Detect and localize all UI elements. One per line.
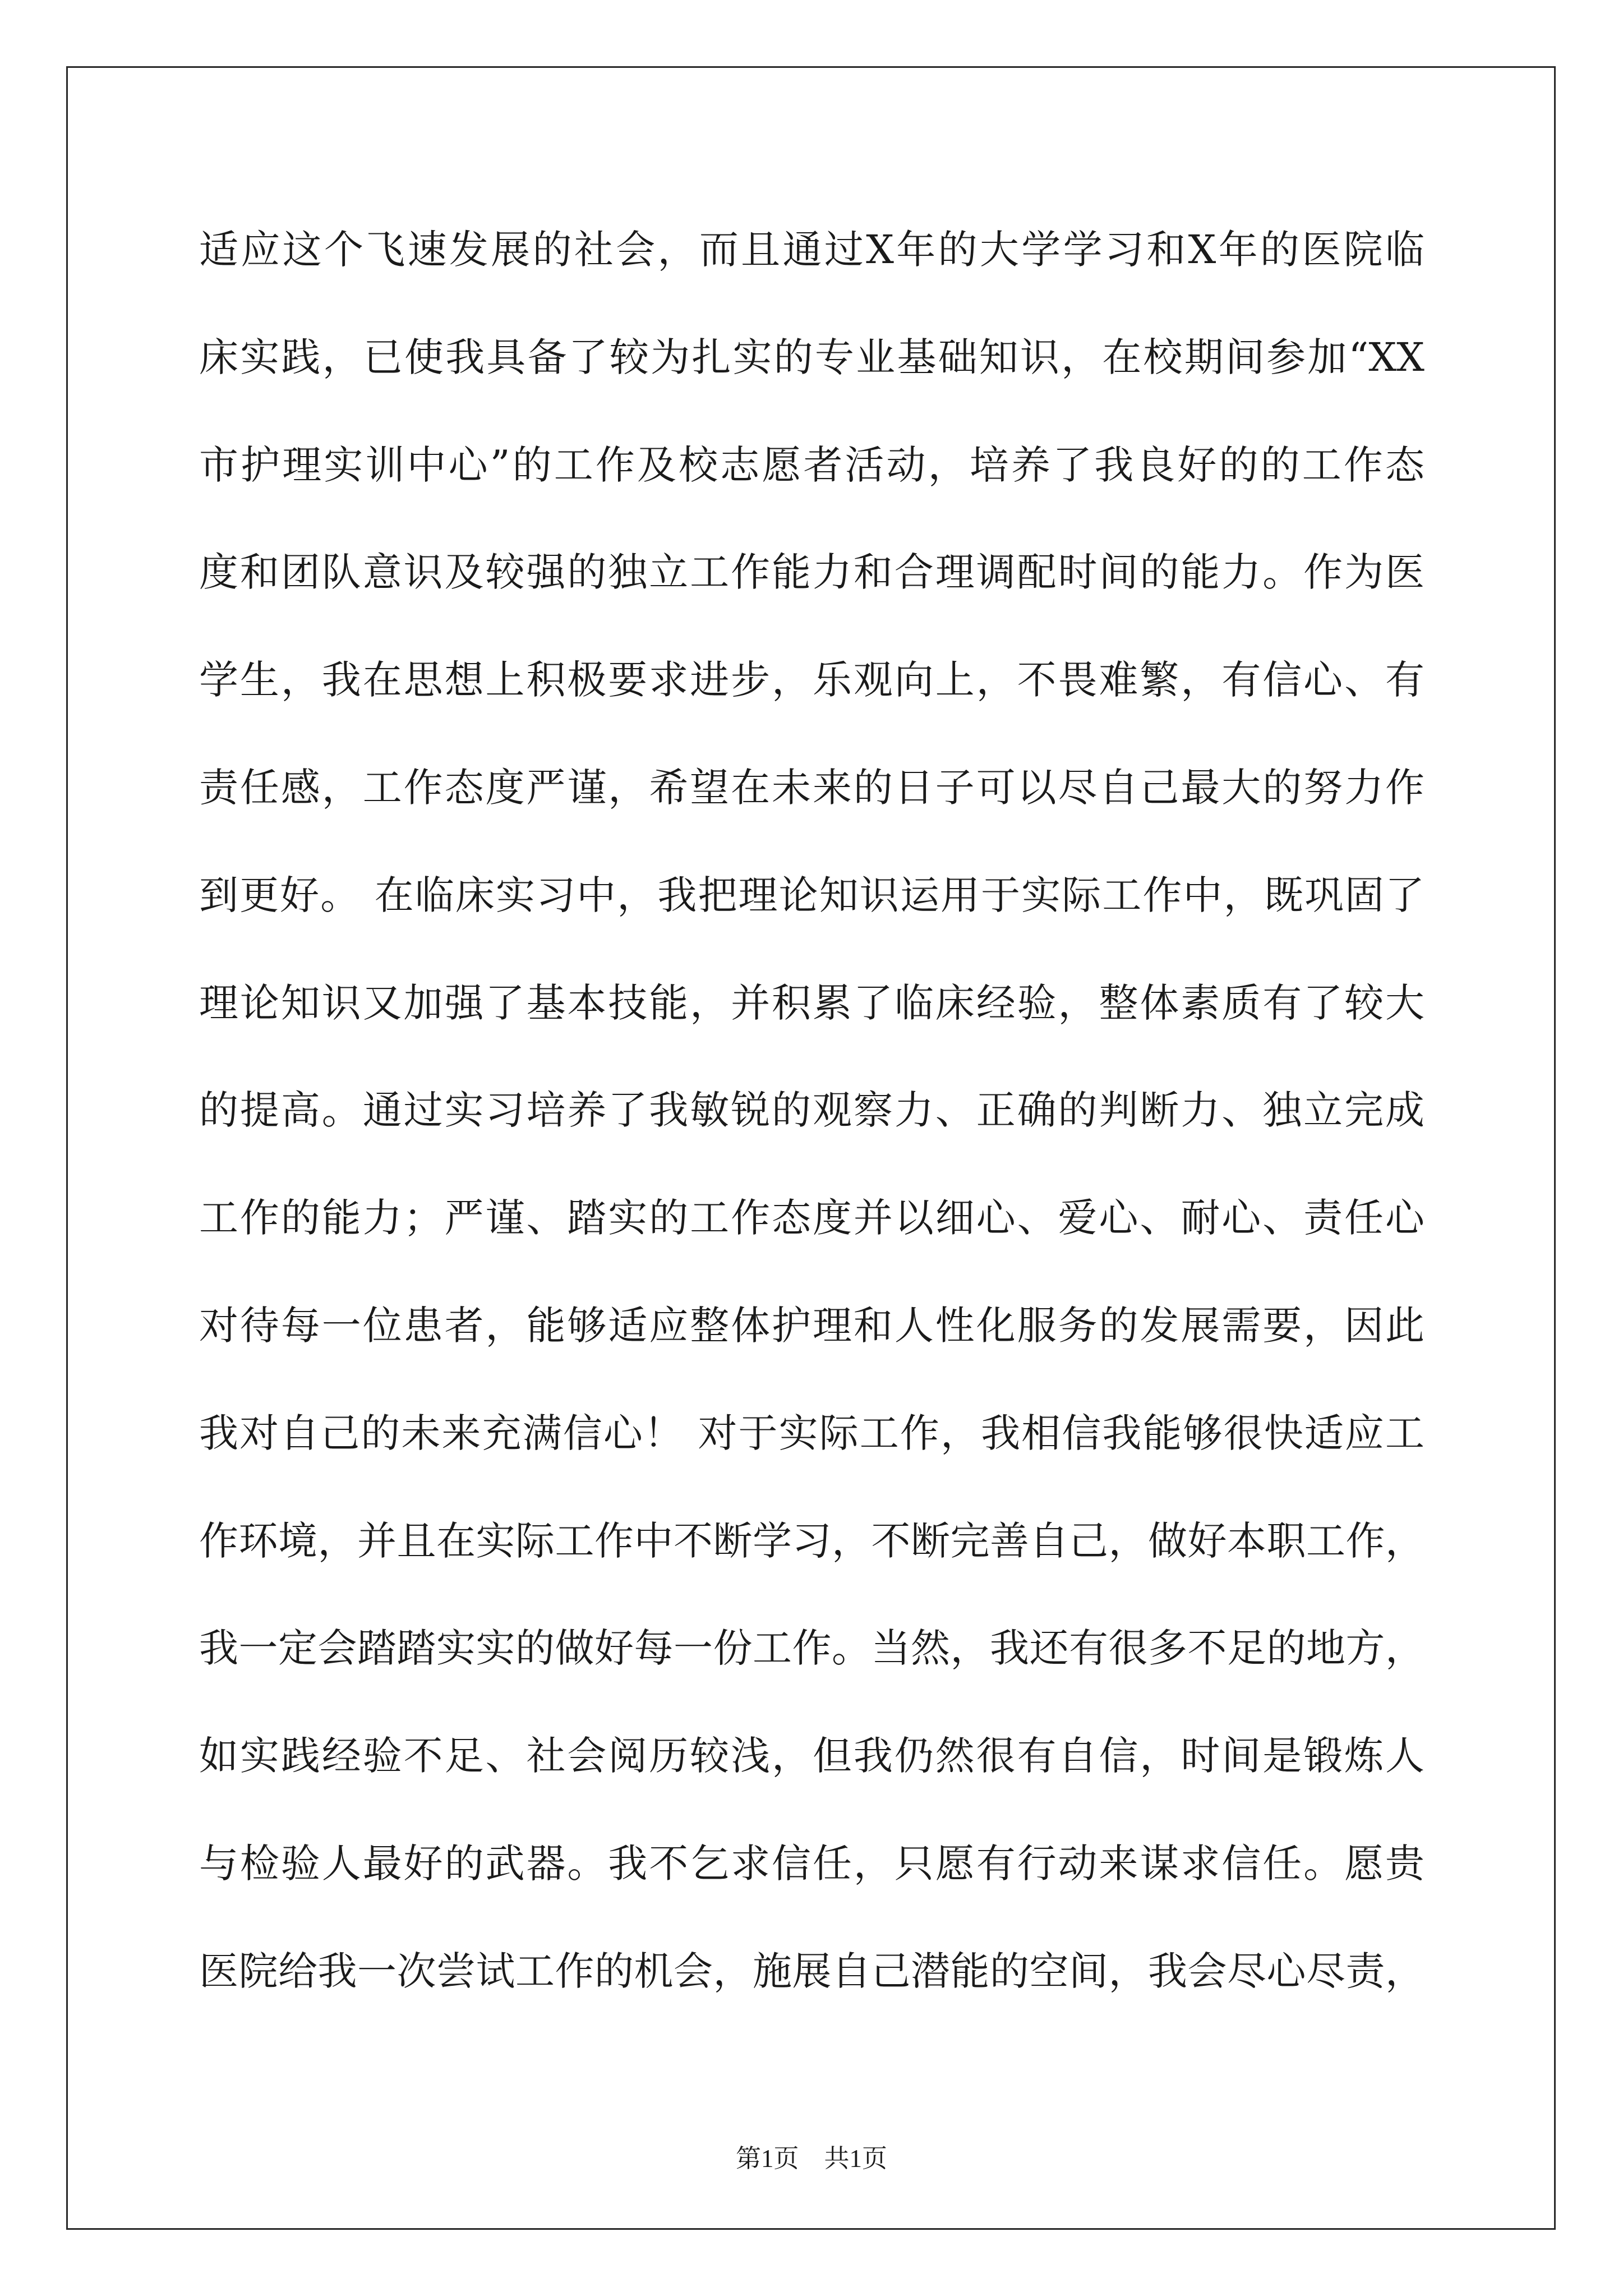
text-line: 我一定会踏踏实实的做好每一份工作。当然，我还有很多不足的地方，	[199, 1625, 1424, 1672]
text-line: 对待每一位患者，能够适应整体护理和人性化服务的发展需要，因此	[199, 1302, 1424, 1349]
document-body	[199, 222, 1424, 2051]
text-line: 如实践经验不足、社会阅历较浅，但我仍然很有自信，时间是锻炼人	[199, 1733, 1424, 1779]
text-line: 市护理实训中心”的工作及校志愿者活动，培养了我良好的的工作态	[199, 441, 1424, 488]
text-line: 我对自己的未来充满信心！ 对于实际工作，我相信我能够很快适应工	[199, 1410, 1424, 1456]
page-footer	[0, 2142, 1623, 2175]
text-line: 医院给我一次尝试工作的机会，施展自己潜能的空间，我会尽心尽责，	[199, 1948, 1424, 1994]
text-line: 的提高。通过实习培养了我敏锐的观察力、正确的判断力、独立完成	[199, 1087, 1424, 1134]
text-line: 责任感，工作态度严谨，希望在未来的日子可以尽自己最大的努力作	[199, 764, 1424, 811]
text-line: 度和团队意识及较强的独立工作能力和合理调配时间的能力。作为医	[199, 549, 1424, 596]
text-line: 到更好。 在临床实习中，我把理论知识运用于实际工作中，既巩固了	[199, 872, 1424, 918]
text-line: 学生，我在思想上积极要求进步，乐观向上，不畏难繁，有信心、有	[199, 657, 1424, 703]
text-line: 与检验人最好的武器。我不乞求信任，只愿有行动来谋求信任。愿贵	[199, 1840, 1424, 1887]
text-line: 工作的能力；严谨、踏实的工作态度并以细心、爱心、耐心、责任心	[199, 1195, 1424, 1241]
text-line: 适应这个飞速发展的社会，而且通过X年的大学学习和X年的医院临	[199, 227, 1424, 273]
text-line: 理论知识又加强了基本技能，并积累了临床经验，整体素质有了较大	[199, 979, 1424, 1026]
page-number: 第1页 共1页	[735, 2145, 887, 2173]
text-line: 作环境，并且在实际工作中不断学习，不断完善自己，做好本职工作，	[199, 1517, 1424, 1564]
text-line: 床实践，已使我具备了较为扎实的专业基础知识，在校期间参加“XX	[199, 334, 1424, 380]
